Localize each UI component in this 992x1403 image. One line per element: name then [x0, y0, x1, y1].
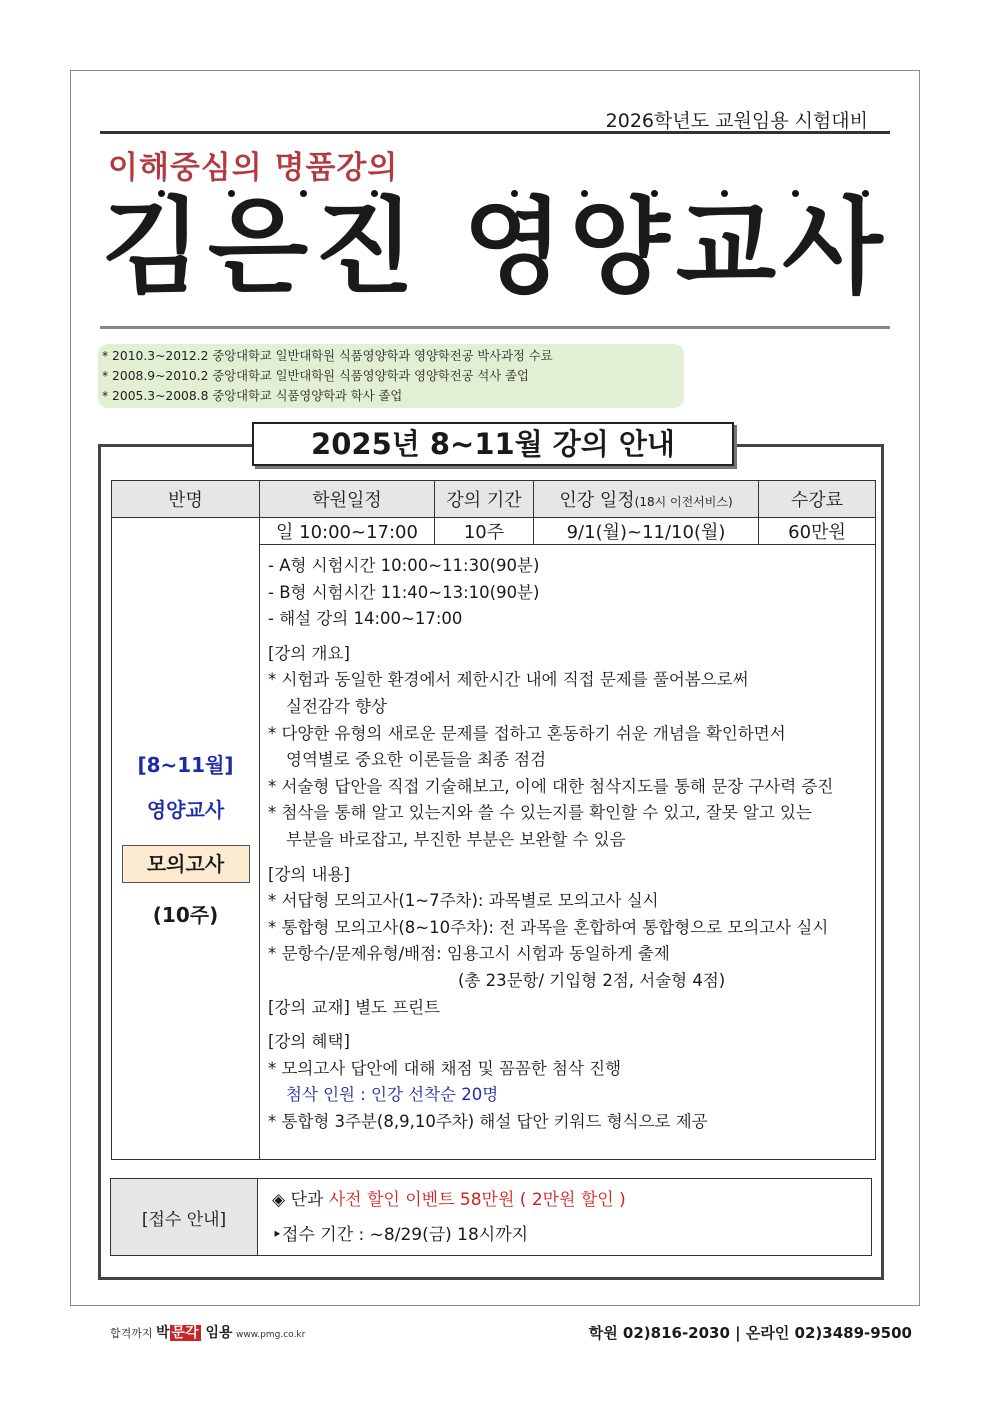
overview-line: * 서술형 답안을 직접 기술해보고, 이에 대한 첨삭지도를 통해 문장 구사력 증진 — [268, 776, 834, 796]
brand-part: 임용 — [200, 1325, 233, 1341]
header-period: 강의 기간 — [435, 481, 534, 518]
exam-year-subtitle: 2026학년도 교원임용 시험대비 — [605, 110, 868, 132]
time-line: - 해설 강의 14:00~17:00 — [268, 609, 463, 629]
table-header-row — [112, 481, 876, 518]
spacer — [268, 1021, 875, 1029]
overview-line: * 첨삭을 통해 알고 있는지와 쓸 수 있는지를 확인할 수 있고, 잘못 알고 있는 — [268, 803, 812, 823]
benefit-line: * 모의고사 답안에 대해 채점 및 꼼꼼한 첨삭 진행 — [268, 1058, 622, 1078]
benefit-highlight: 첨삭 인원 : 인강 선착순 20명 — [286, 1085, 499, 1105]
content-line: * 서답형 모의고사(1~7주차): 과목별로 모의고사 실시 — [268, 891, 659, 911]
online-value: 9/1(월)~11/10(월) — [534, 518, 759, 545]
profile-line: * 2005.3~2008.8 중앙대학교 식품영양학과 학사 졸업 — [102, 389, 403, 403]
header-class: 반명 — [112, 481, 260, 518]
table-row — [112, 518, 876, 545]
registration-body — [258, 1179, 872, 1256]
benefit-heading: [강의 혜택] — [268, 1032, 350, 1052]
registration-row — [111, 1179, 872, 1256]
brand-part: 문각 — [171, 1325, 199, 1341]
title-divider — [100, 326, 890, 329]
period-value: 10주 — [435, 518, 534, 545]
content-line: * 문항수/문제유형/배점: 임용고시 시험과 동일하게 출제 — [268, 944, 670, 964]
registration-label: [접수 안내] — [111, 1179, 258, 1256]
fee-value: 60만원 — [759, 518, 876, 545]
header-online-label: 인강 일정 — [559, 490, 635, 511]
content-line: (총 23문항/ 기입형 2점, 서술형 4점) — [458, 970, 726, 990]
overview-line: 부분을 바로잡고, 부진한 부분은 보완할 수 있음 — [286, 829, 626, 849]
instructor-title: 김은진 영양교사 — [101, 186, 889, 308]
class-subject: 영양교사 — [146, 798, 225, 822]
profile-line: * 2010.3~2012.2 중앙대학교 일반대학원 식품영양학과 영양학전공 박사과정 수료 — [102, 349, 553, 363]
schedule-value: 일 10:00~17:00 — [260, 518, 435, 545]
overview-line: 실전감각 향상 — [286, 696, 387, 716]
registration-period: ‣접수 기간 : ~8/29(금) 18시까지 — [272, 1225, 529, 1245]
material-line: [강의 교재] 별도 프린트 — [268, 997, 441, 1017]
spacer — [268, 854, 875, 862]
content-line: * 통합형 모의고사(8~10주차): 전 과목을 혼합하여 통합형으로 모의고사 실시 — [268, 917, 829, 937]
benefit-line: * 통합형 3주분(8,9,10주차) 해설 답안 키워드 형식으로 제공 — [268, 1111, 708, 1131]
time-line: - A형 시험시간 10:00~11:30(90분) — [268, 556, 540, 575]
overview-line: * 다양한 유형의 새로운 문제를 접하고 혼동하기 쉬운 개념을 확인하면서 — [268, 723, 786, 743]
course-details — [260, 545, 876, 1160]
overview-heading: [강의 개요] — [268, 643, 350, 663]
content-heading: [강의 내용] — [268, 864, 350, 884]
schedule-table — [111, 480, 876, 1160]
profile-line: * 2008.9~2010.2 중앙대학교 일반대학원 식품영양학과 영양학전공 석사 졸업 — [102, 369, 529, 383]
header-online — [534, 481, 759, 518]
profile-box — [98, 344, 684, 408]
header-schedule: 학원일정 — [260, 481, 435, 518]
brand-name — [156, 1325, 233, 1341]
class-type-badge: 모의고사 — [122, 845, 250, 883]
section-title: 2025년 8~11월 강의 안내 — [252, 422, 734, 466]
class-cell — [112, 518, 260, 1160]
class-weeks: (10주) — [152, 903, 219, 927]
class-month: [8~11월] — [137, 753, 234, 777]
footer-logo — [110, 1322, 305, 1342]
overview-line: * 시험과 동일한 환경에서 제한시간 내에 직접 문제를 풀어봄으로써 — [268, 670, 749, 690]
tagline: 이해중심의 명품강의 — [108, 150, 399, 186]
footer-contact: 학원 02)816-2030 | 온라인 02)3489-9500 — [588, 1324, 912, 1342]
discount-prefix: ◈ 단과 — [272, 1190, 329, 1210]
header-online-note: (18시 이전서비스) — [634, 495, 733, 509]
discount-line — [272, 1182, 871, 1218]
top-divider — [100, 131, 890, 134]
footer-url[interactable]: www.pmg.co.kr — [236, 1330, 306, 1340]
discount-highlight: 사전 할인 이벤트 58만원 ( 2만원 할인 ) — [328, 1190, 626, 1210]
overview-line: 영역별로 중요한 이론들을 최종 점검 — [286, 750, 547, 770]
registration-table — [110, 1178, 872, 1256]
header-fee: 수강료 — [759, 481, 876, 518]
spacer — [268, 633, 875, 641]
footer-slogan: 합격까지 — [110, 1327, 153, 1340]
time-line: - B형 시험시간 11:40~13:10(90분) — [268, 582, 540, 602]
brand-part: 박 — [156, 1325, 170, 1341]
